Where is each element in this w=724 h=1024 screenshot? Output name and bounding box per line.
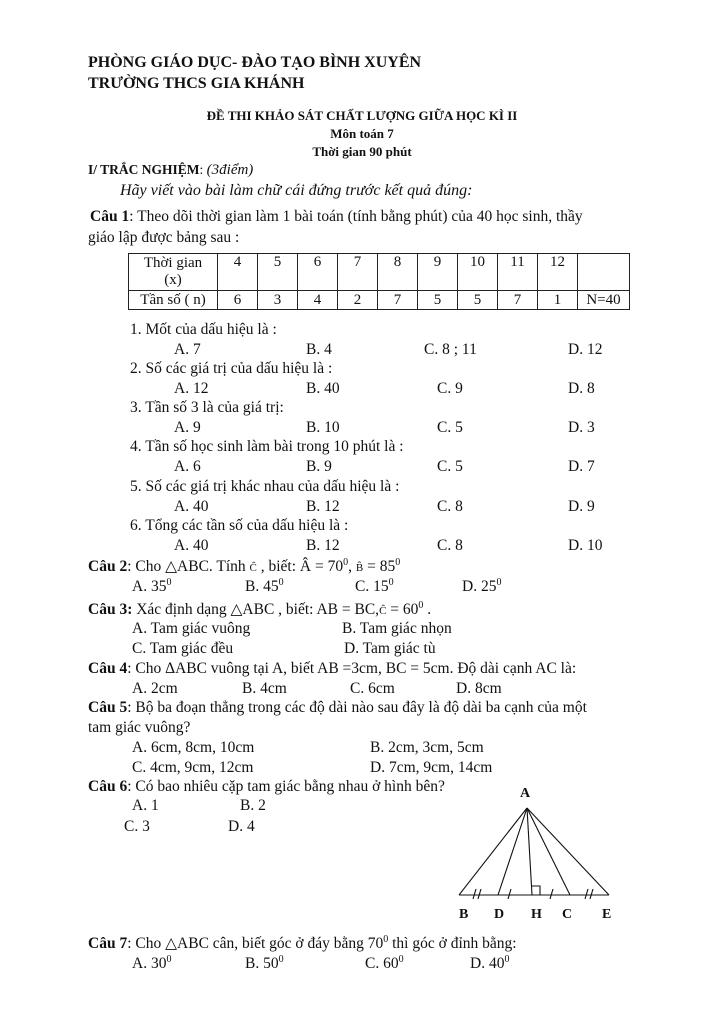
segment-ad — [498, 808, 527, 895]
option: C. 6cm — [350, 680, 395, 697]
table-cell: 3 — [258, 291, 298, 310]
option: D. 10 — [568, 537, 603, 554]
table-cell: 5 — [458, 291, 498, 310]
degree-sup: 0 — [418, 600, 424, 611]
table-cell: 8 — [378, 254, 418, 291]
q7-text: thì góc ở đỉnh bằng: — [388, 935, 517, 953]
option: A. 2cm — [132, 680, 178, 697]
q3-text: ABC , biết: AB = BC, — [242, 601, 380, 619]
label-h: H — [531, 907, 542, 922]
option — [245, 954, 284, 973]
section-instruction: Hãy viết vào bài làm chữ cái đứng trước kết quả đúng: — [120, 182, 473, 199]
option: B. 12 — [306, 537, 340, 554]
label-b: B — [459, 907, 469, 922]
table-cell: 4 — [218, 254, 258, 291]
table-cell: 5 — [258, 254, 298, 291]
degree-sup: 0 — [388, 577, 394, 588]
segment-ae — [527, 808, 609, 895]
angle-b-symbol: B̂ — [355, 562, 364, 575]
section-colon: : — [199, 162, 204, 177]
option: D. 7 — [568, 458, 595, 475]
table-cell — [578, 254, 630, 291]
option: A. 1 — [132, 797, 159, 814]
tick-mark — [473, 889, 476, 899]
option-text: B. 50 — [245, 955, 279, 973]
option: B. 12 — [306, 498, 340, 515]
table-cell: 11 — [498, 254, 538, 291]
q2-line — [88, 557, 400, 576]
q1-sub3: 3. Tần số 3 là của giá trị: — [130, 399, 284, 416]
right-angle-mark — [532, 886, 540, 895]
option: B. 2cm, 3cm, 5cm — [370, 739, 484, 756]
frequency-table — [128, 253, 630, 310]
triangle-symbol: △ — [230, 601, 243, 619]
option: B. 4 — [306, 341, 332, 358]
q1-sub5: 5. Số các giá trị khác nhau của dấu hiệu là : — [130, 478, 400, 495]
table-cell: 2 — [338, 291, 378, 310]
tick-mark — [590, 889, 593, 899]
exam-time: Thời gian 90 phút — [312, 144, 412, 159]
option: A. 6cm, 8cm, 10cm — [132, 739, 255, 756]
option: A. 9 — [174, 419, 201, 436]
option — [365, 954, 404, 973]
header-cell-x — [129, 254, 218, 291]
q2-text: , biết: Â = 70 — [256, 558, 344, 576]
option: A. 12 — [174, 380, 209, 397]
degree-sup: 0 — [398, 954, 404, 965]
angle-c-symbol: Ĉ — [249, 562, 257, 575]
table-row — [129, 291, 630, 310]
option — [132, 954, 171, 973]
option — [470, 954, 509, 973]
degree-sup: 0 — [343, 557, 349, 568]
q6-label: Câu 6 — [88, 778, 128, 795]
option — [245, 577, 284, 596]
table-cell: 6 — [218, 291, 258, 310]
degree-sup: 0 — [383, 934, 389, 945]
degree-sup: 0 — [496, 577, 502, 588]
option: D. 4 — [228, 818, 255, 835]
degree-sup: 0 — [166, 954, 172, 965]
table-cell: 5 — [418, 291, 458, 310]
q2-text: ABC. Tính — [177, 558, 250, 576]
q7-text: ABC cân, biết góc ở đáy bằng 70 — [177, 935, 384, 953]
table-cell: N=40 — [578, 291, 630, 310]
option — [355, 577, 394, 596]
q2-text: : Cho — [127, 558, 166, 576]
q4-text: : Cho ΔABC vuông tại A, biết AB =3cm, BC = 5cm. Độ dài cạnh AC là: — [127, 660, 577, 677]
tick-mark — [550, 889, 553, 899]
header-x-line2: (x) — [164, 272, 182, 288]
option: D. 7cm, 9cm, 14cm — [370, 759, 493, 776]
q4-label: Câu 4 — [88, 660, 128, 677]
option: C. 8 — [437, 537, 463, 554]
option-text: C. 15 — [355, 578, 389, 596]
tick-mark — [585, 889, 588, 899]
option-text: C. 60 — [365, 955, 399, 973]
q3-line — [88, 600, 431, 619]
q5-label: Câu 5 — [88, 699, 128, 716]
triangle-figure — [440, 775, 630, 925]
q3-text: . — [423, 601, 432, 619]
option: D. 8cm — [456, 680, 502, 697]
table-cell: 7 — [338, 254, 378, 291]
option: A. 6 — [174, 458, 201, 475]
triangle-symbol: △ — [165, 558, 178, 576]
option: C. 8 ; 11 — [424, 341, 477, 358]
exam-title: ĐỀ THI KHẢO SÁT CHẤT LƯỢNG GIỮA HỌC KÌ II — [206, 108, 518, 123]
table-cell: 6 — [298, 254, 338, 291]
option: C. 9 — [437, 380, 463, 397]
table-cell: 12 — [538, 254, 578, 291]
q6-text: : Có bao nhiêu cặp tam giác bằng nhau ở hình bên? — [127, 778, 445, 795]
option: C. 8 — [437, 498, 463, 515]
option: B. 9 — [306, 458, 332, 475]
section-points: (3điểm) — [206, 162, 254, 178]
segment-ah — [527, 808, 532, 895]
degree-sup: 0 — [166, 577, 172, 588]
q5-text1: : Bộ ba đoạn thẳng trong các độ dài nào sau đây là độ dài ba cạnh của một — [127, 699, 587, 716]
option: D. 9 — [568, 498, 595, 515]
header-cell-n: Tần số ( n) — [129, 291, 218, 310]
option-text: D. 25 — [462, 578, 497, 596]
q1-text2: giáo lập được bảng sau : — [88, 229, 240, 246]
q1-line1 — [90, 208, 583, 226]
option: B. 40 — [306, 380, 340, 397]
q2-label: Câu 2 — [88, 558, 128, 576]
degree-sup: 0 — [504, 954, 510, 965]
table-cell: 1 — [538, 291, 578, 310]
degree-sup: 0 — [395, 557, 401, 568]
segment-ab — [459, 808, 527, 895]
option — [462, 577, 501, 596]
option — [132, 577, 171, 596]
q2-text: , — [348, 558, 356, 576]
option: C. 5 — [437, 419, 463, 436]
option-text: A. 35 — [132, 578, 167, 596]
table-cell: 10 — [458, 254, 498, 291]
label-a: A — [520, 786, 531, 801]
option: D. Tam giác tù — [344, 640, 436, 657]
option: A. 7 — [174, 341, 201, 358]
table-cell: 9 — [418, 254, 458, 291]
table-cell: 4 — [298, 291, 338, 310]
header-x-line1: Thời gian — [143, 255, 203, 271]
label-e: E — [602, 907, 612, 922]
option: C. 4cm, 9cm, 12cm — [132, 759, 254, 776]
option-text: A. 30 — [132, 955, 167, 973]
degree-sup: 0 — [278, 577, 284, 588]
q1-label: Câu 1 — [90, 208, 130, 225]
option: A. 40 — [174, 537, 209, 554]
option: A. 40 — [174, 498, 209, 515]
q7-label: Câu 7 — [88, 935, 128, 953]
segment-ac — [527, 808, 570, 895]
q7-line — [88, 934, 517, 953]
q5-line1 — [88, 699, 587, 717]
q1-sub6: 6. Tổng các tần số của dấu hiệu là : — [130, 517, 349, 534]
table-cell: 7 — [378, 291, 418, 310]
q1-sub1: 1. Mốt của dấu hiệu là : — [130, 321, 277, 338]
section-heading — [88, 162, 253, 179]
department-name: PHÒNG GIÁO DỤC- ĐÀO TẠO BÌNH XUYÊN — [88, 54, 422, 71]
label-d: D — [494, 907, 505, 922]
q1-text1: : Theo dõi thời gian làm 1 bài toán (tính bằng phút) của 40 học sinh, thầy — [129, 208, 583, 225]
school-name: TRƯỜNG THCS GIA KHÁNH — [88, 75, 305, 92]
tick-mark — [508, 889, 511, 899]
option: C. 3 — [124, 818, 150, 835]
q1-sub4: 4. Tần số học sinh làm bài trong 10 phút là : — [130, 438, 404, 455]
q1-sub2: 2. Số các giá trị của dấu hiệu là : — [130, 360, 333, 377]
exam-subject: Môn toán 7 — [330, 126, 394, 141]
option: B. Tam giác nhọn — [342, 620, 452, 637]
section-title: I/ TRẮC NGHIỆM — [88, 162, 200, 177]
q4-line — [88, 660, 576, 678]
tick-mark — [478, 889, 481, 899]
option: D. 3 — [568, 419, 595, 436]
degree-sup: 0 — [278, 954, 284, 965]
q6-line — [88, 778, 445, 796]
table-row — [129, 254, 630, 291]
angle-c-symbol: Ĉ — [379, 605, 387, 618]
q5-text2: tam giác vuông? — [88, 719, 191, 736]
option: D. 8 — [568, 380, 595, 397]
option: C. 5 — [437, 458, 463, 475]
q7-text: : Cho — [127, 935, 166, 953]
label-c: C — [562, 907, 573, 922]
option: B. 2 — [240, 797, 266, 814]
option-text: D. 40 — [470, 955, 505, 973]
q3-text: Xác định dạng — [132, 601, 231, 619]
option: B. 10 — [306, 419, 340, 436]
triangle-symbol: △ — [165, 935, 178, 953]
option-text: B. 45 — [245, 578, 279, 596]
option: B. 4cm — [242, 680, 287, 697]
q3-label: Câu 3: — [88, 601, 133, 619]
table-cell: 7 — [498, 291, 538, 310]
option: C. Tam giác đều — [132, 640, 234, 657]
q3-text: = 60 — [386, 601, 419, 619]
option: A. Tam giác vuông — [132, 620, 251, 637]
q2-text: = 85 — [363, 558, 396, 576]
option: D. 12 — [568, 341, 603, 358]
